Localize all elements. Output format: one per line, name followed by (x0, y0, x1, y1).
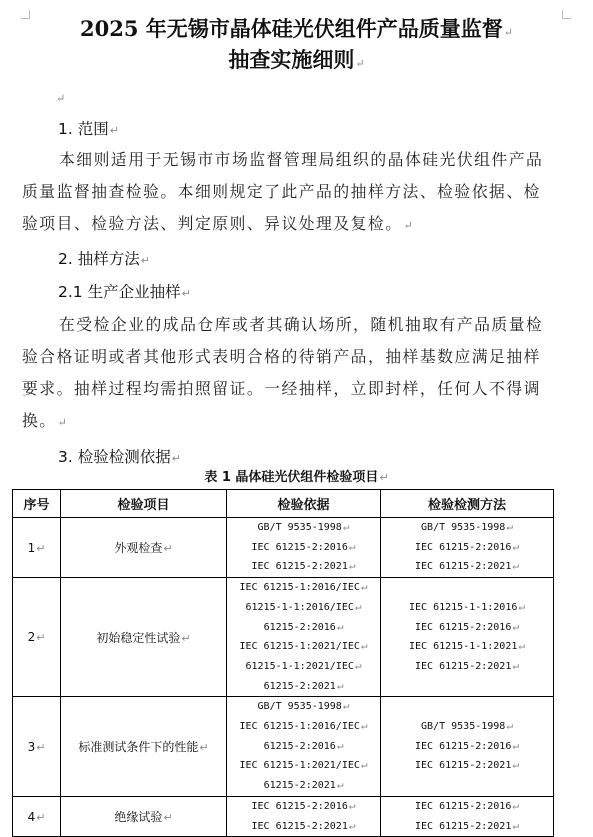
basis-standard-line: 61215-2:2021↵ (263, 778, 344, 792)
paragraph-mark: ↵ (348, 818, 356, 832)
table-row (13, 578, 554, 697)
cell-basis (227, 796, 381, 836)
section-heading-basis: 3. 检验检测依据↵ (58, 448, 181, 466)
basis-standard-line: IEC 61215-1:2016/IEC↵ (239, 719, 368, 733)
cell-method (381, 578, 554, 697)
table-caption: 表 1 晶体硅光伏组件检验项目↵ (204, 470, 389, 485)
paragraph-mark: ↵ (512, 539, 519, 553)
method-standard-line: IEC 61215-2:2021↵ (415, 758, 519, 772)
section-heading-scope: 1. 范围↵ (58, 120, 119, 138)
paragraph-mark: ↵ (163, 811, 173, 825)
paragraph-mark: ↵ (56, 92, 66, 105)
paragraph-mark: ↵ (348, 559, 356, 573)
cell-basis (227, 578, 381, 697)
table-row (13, 697, 554, 797)
paragraph-mark: ↵ (512, 818, 519, 832)
paragraph-mark: ↵ (512, 738, 519, 752)
table-header-row (13, 490, 554, 518)
header-basis: 检验依据 (227, 490, 381, 518)
cell-no: 4↵ (13, 796, 61, 836)
paragraph-mark: ↵ (336, 778, 344, 792)
basis-standard-line: 61215-2:2016↵ (263, 619, 344, 633)
cell-item: 标准测试条件下的性能↵ (61, 697, 227, 797)
basis-standard-line: 61215-2:2016↵ (263, 738, 344, 752)
method-standard-line: IEC 61215-2:2016↵ (415, 619, 519, 633)
basis-standard-line: 61215-2:2021↵ (263, 678, 344, 692)
method-standard-line: IEC 61215-2:2016↵ (415, 539, 519, 553)
cell-method (381, 518, 554, 578)
basis-standard-line: IEC 61215-1:2021/IEC↵ (239, 758, 368, 772)
inspection-items-table (12, 489, 554, 837)
method-standard-line: GB/T 9535-1998↵ (421, 719, 513, 733)
document-title-line-2: 抽查实施细则↵ (228, 47, 365, 72)
method-standard-line: IEC 61215-2:2021↵ (415, 818, 519, 832)
basis-standard-line: 61215-1-1:2016/IEC↵ (245, 599, 362, 613)
paragraph-mark: ↵ (512, 619, 519, 633)
paragraph-mark: ↵ (512, 559, 519, 573)
cell-method (381, 796, 554, 836)
basis-standard-line: IEC 61215-2:2016↵ (251, 798, 356, 812)
paragraph-mark: ↵ (342, 520, 350, 533)
method-standard-line: IEC 61215-2:2016↵ (415, 738, 519, 752)
paragraph-mark: ↵ (181, 631, 191, 645)
method-standard-line: IEC 61215-2:2021↵ (415, 559, 519, 573)
paragraph-mark: ↵ (512, 798, 519, 812)
document-title-line-1: 2025 年无锡市晶体硅光伏组件产品质量监督↵ (80, 16, 513, 41)
paragraph-mark: ↵ (199, 741, 209, 755)
basis-standard-line: 61215-1-1:2021/IEC↵ (245, 658, 362, 672)
paragraph-mark: ↵ (512, 758, 519, 772)
paragraph-mark: ↵ (360, 639, 368, 653)
cell-basis (227, 697, 381, 797)
basis-standard-line: IEC 61215-2:2021↵ (251, 559, 356, 573)
cell-item: 外观检查↵ (61, 518, 227, 578)
paragraph-mark: ↵ (354, 658, 362, 672)
basis-standard-line: IEC 61215-1:2016/IEC↵ (239, 580, 368, 594)
header-no: 序号 (13, 490, 61, 518)
paragraph-mark: ↵ (36, 810, 46, 824)
paragraph-mark: ↵ (36, 740, 46, 754)
basis-standard-line: IEC 61215-2:2021↵ (251, 818, 356, 832)
method-standard-line: IEC 61215-2:2016↵ (415, 798, 519, 812)
header-item: 检验项目 (61, 490, 227, 518)
paragraph-mark: ↵ (360, 758, 368, 772)
paragraph-mark: ↵ (354, 599, 362, 613)
paragraph-mark: ↵ (348, 539, 356, 553)
table-row (13, 796, 554, 836)
cell-basis (227, 518, 381, 578)
paragraph-mark: ↵ (506, 719, 513, 733)
paragraph-mark: ↵ (336, 678, 344, 692)
paragraph-mark: ↵ (360, 580, 368, 594)
basis-standard-line: GB/T 9535-1998↵ (257, 520, 350, 533)
basis-standard-line: IEC 61215-2:2016↵ (251, 539, 356, 553)
subsection-heading-enterprise-sampling: 2.1 生产企业抽样↵ (58, 283, 191, 301)
cell-no: 1↵ (13, 518, 61, 578)
basis-standard-line: IEC 61215-1:2021/IEC↵ (239, 639, 368, 653)
sampling-paragraph: 在受检企业的成品仓库或者其确认场所，随机抽取有产品质量检验合格证明或者其他形式表明合格的待销产品，抽样基数应满足抽样要求。抽样过程均需拍照留证。一经抽样，立即封样，任何人不得调换。↵ (22, 315, 544, 430)
method-standard-line: GB/T 9535-1998↵ (421, 520, 513, 533)
method-standard-line: IEC 61215-2:2021↵ (415, 658, 519, 672)
paragraph-mark: ↵ (163, 542, 173, 556)
paragraph-mark: ↵ (348, 798, 356, 812)
basis-standard-line: GB/T 9535-1998↵ (257, 699, 350, 713)
method-standard-line: IEC 61215-1-1:2021↵ (409, 639, 525, 653)
table-row (13, 518, 554, 578)
section-heading-sampling: 2. 抽样方法↵ (58, 250, 150, 268)
paragraph-mark: ↵ (336, 738, 344, 752)
paragraph-mark: ↵ (36, 631, 46, 645)
paragraph-mark: ↵ (518, 599, 525, 613)
scope-paragraph: 本细则适用于无锡市市场监督管理局组织的晶体硅光伏组件产品质量监督抽查检验。本细则规定了此产品的抽样方法、检验依据、检验项目、检验方法、判定原则、异议处理及复检。↵ (22, 150, 544, 233)
cell-no: 3↵ (13, 697, 61, 797)
paragraph-mark: ↵ (336, 619, 344, 633)
cell-no: 2↵ (13, 578, 61, 697)
method-standard-line: IEC 61215-1-1:2016↵ (409, 599, 525, 613)
paragraph-mark: ↵ (36, 541, 46, 555)
paragraph-mark: ↵ (342, 699, 350, 713)
cell-method (381, 697, 554, 797)
paragraph-mark: ↵ (360, 719, 368, 733)
paragraph-mark: ↵ (506, 520, 513, 533)
paragraph-mark: ↵ (512, 658, 519, 672)
cell-item: 初始稳定性试验↵ (61, 578, 227, 697)
cell-item: 绝缘试验↵ (61, 796, 227, 836)
paragraph-mark: ↵ (518, 639, 525, 653)
header-method: 检验检测方法 (381, 490, 554, 518)
